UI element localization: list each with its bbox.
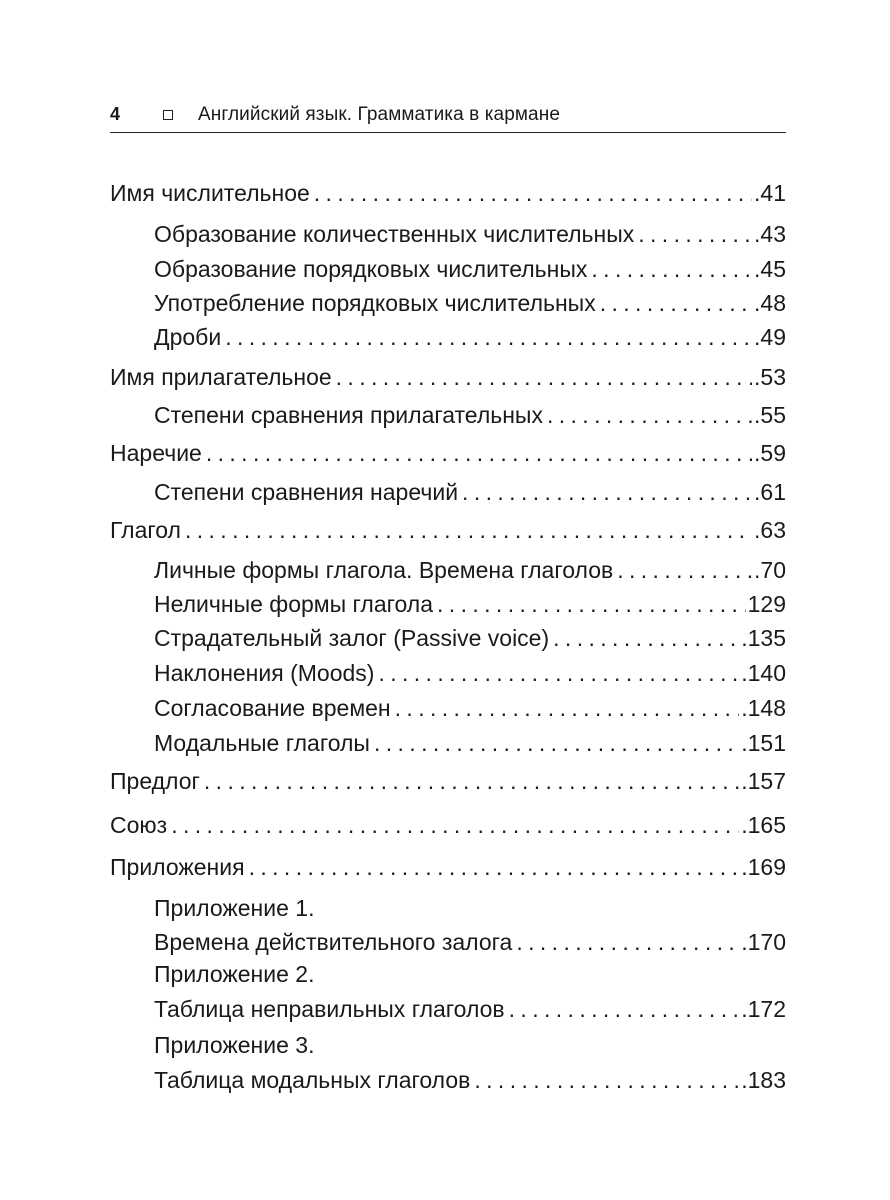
toc-entry	[154, 219, 786, 249]
toc-leader	[395, 693, 740, 723]
toc-leader	[171, 810, 739, 840]
toc-entry-page: .183	[741, 1067, 786, 1093]
toc-leader	[206, 438, 752, 468]
toc-entry-page: .55	[754, 402, 786, 428]
toc-entry-title: Имя числительное	[110, 180, 310, 206]
toc-leader	[185, 515, 752, 545]
toc-entry-title: Приложение 3.	[154, 1032, 315, 1058]
toc-entry-title: Степени сравнения наречий	[154, 479, 459, 505]
toc-entry-page: .59	[754, 440, 786, 466]
toc-entry	[154, 693, 786, 723]
toc-entry-title: Модальные глаголы	[154, 730, 370, 756]
toc-leader	[374, 728, 739, 758]
toc-entry	[154, 1065, 786, 1095]
toc-leader	[617, 555, 752, 585]
toc-entry-title: Образование количественных числительных	[154, 221, 635, 247]
toc-entry	[154, 994, 786, 1024]
toc-entry-page: .151	[741, 730, 786, 756]
toc-entry-page: .49	[754, 324, 786, 350]
toc-entry-title: Употребление порядковых числительных	[154, 290, 596, 316]
toc-entry	[110, 766, 786, 796]
toc-entry-page: .169	[741, 854, 786, 880]
toc-entry-title: Союз	[110, 812, 168, 838]
toc-entry	[154, 623, 786, 653]
book-title: Английский язык. Грамматика в кармане	[198, 104, 560, 125]
toc-entry-title: Дроби	[154, 324, 222, 350]
toc-entry-title: Времена действительного залога	[154, 929, 513, 955]
toc-leader	[553, 623, 739, 653]
toc-entry	[110, 810, 786, 840]
toc-entry-page: .135	[741, 625, 786, 651]
toc-entry	[154, 400, 786, 430]
toc-entry-page: 129	[747, 591, 786, 617]
toc-entry-title: Личные формы глагола. Времена глаголов	[154, 557, 614, 583]
toc-entry-title: Таблица модальных глаголов	[154, 1067, 471, 1093]
toc-leader	[204, 766, 739, 796]
toc-entry	[154, 589, 786, 619]
toc-entry-page: .45	[754, 256, 786, 282]
toc-entry-page: .48	[754, 290, 786, 316]
toc-leader	[336, 362, 752, 392]
toc-leader	[600, 288, 752, 318]
toc-entry	[154, 555, 786, 585]
page-number: 4	[110, 104, 121, 124]
toc-entry-title: Предлог	[110, 768, 200, 794]
toc-entry-page: .157	[741, 768, 786, 794]
toc-entry-page: .41	[754, 180, 786, 206]
toc-entry-title: Страдательный залог (Passive voice)	[154, 625, 550, 651]
toc-entry	[110, 515, 786, 545]
toc-entry-title: Наречие	[110, 440, 202, 466]
toc-entry-page: .172	[741, 996, 786, 1022]
toc-entry-title: Таблица неправильных глаголов	[154, 996, 505, 1022]
toc-entry-title: Степени сравнения прилагательных	[154, 402, 543, 428]
toc-entry-page: .170	[741, 929, 786, 955]
toc-entry-page: .61	[754, 479, 786, 505]
toc-entry	[154, 288, 786, 318]
toc-entry-title: Приложение 2.	[154, 961, 315, 987]
toc-entry	[154, 1030, 786, 1060]
toc-entry	[154, 728, 786, 758]
toc-leader	[249, 852, 740, 882]
toc-entry-page: .70	[754, 557, 786, 583]
toc-entry-page: .43	[754, 221, 786, 247]
toc-leader	[638, 219, 752, 249]
running-header	[110, 100, 786, 133]
toc-entry-title: Неличные формы глагола	[154, 591, 434, 617]
toc-entry-page: .165	[741, 812, 786, 838]
toc-entry	[110, 178, 786, 208]
toc-entry-page: .140	[741, 660, 786, 686]
toc-leader	[462, 477, 752, 507]
toc-entry-page: .63	[754, 517, 786, 543]
toc-entry-page: .53	[754, 364, 786, 390]
toc-entry-title: Наклонения (Moods)	[154, 660, 375, 686]
toc-entry	[154, 927, 786, 957]
toc-entry	[154, 322, 786, 352]
toc-entry	[154, 254, 786, 284]
toc-entry-title: Приложение 1.	[154, 895, 315, 921]
toc-leader	[225, 322, 752, 352]
toc-entry-title: Образование порядковых числительных	[154, 256, 588, 282]
toc-entry	[154, 893, 786, 923]
toc-leader	[591, 254, 752, 284]
toc-entry	[154, 658, 786, 688]
toc-entry-page: .148	[741, 695, 786, 721]
toc-leader	[378, 658, 739, 688]
toc-leader	[474, 1065, 739, 1095]
toc-entry	[154, 959, 786, 989]
toc-leader	[314, 178, 752, 208]
toc-entry-title: Имя прилагательное	[110, 364, 332, 390]
toc-entry	[110, 438, 786, 468]
toc-leader	[547, 400, 752, 430]
toc-entry-title: Глагол	[110, 517, 181, 543]
toc-entry	[110, 852, 786, 882]
toc-entry-title: Согласование времен	[154, 695, 391, 721]
toc-entry	[154, 477, 786, 507]
toc-leader	[509, 994, 740, 1024]
square-bullet-icon	[163, 110, 173, 120]
toc-entry-title: Приложения	[110, 854, 245, 880]
toc-leader	[437, 589, 746, 619]
toc-leader	[516, 927, 739, 957]
toc-entry	[110, 362, 786, 392]
